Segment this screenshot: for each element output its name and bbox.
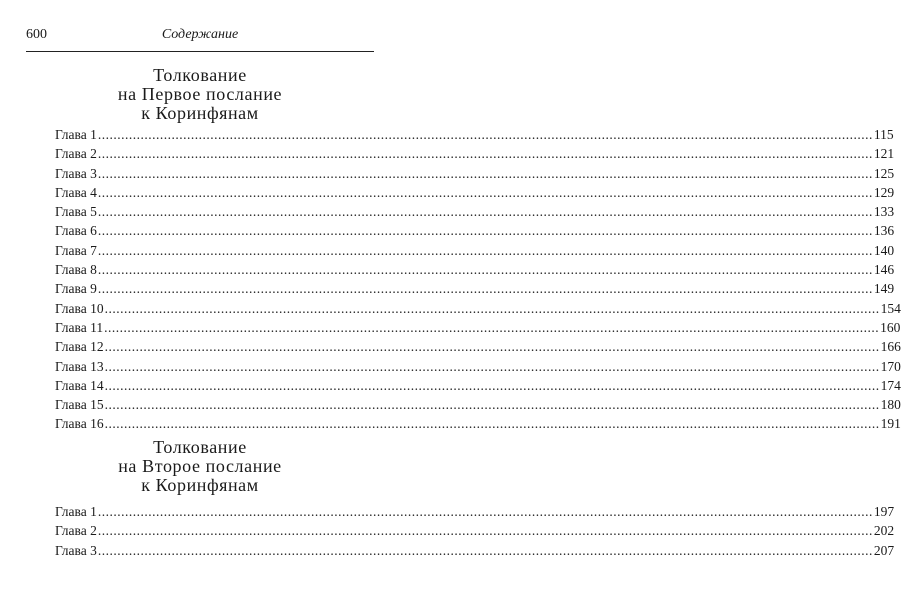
- dot-leader: ........................................................................................................................................................................................................: [104, 416, 880, 432]
- toc-entry-label: Глава 4: [55, 184, 97, 200]
- toc-entry-page: 197: [873, 504, 895, 519]
- toc-entry-page: 129: [873, 184, 895, 200]
- toc-entry-page: 136: [873, 223, 895, 239]
- section-title-first-corinthians: [26, 66, 374, 123]
- toc-entry-page: 170: [880, 358, 901, 374]
- toc-entry-label: Глава 10: [55, 300, 104, 316]
- toc-entry[interactable]: [55, 395, 901, 414]
- toc-entry-page: 154: [880, 300, 901, 316]
- section-title-second-corinthians: [26, 438, 374, 495]
- dot-leader: ........................................................................................................................................................................................................: [97, 262, 873, 278]
- toc-entry-label: Глава 1: [55, 504, 97, 519]
- toc-entry-label: Глава 2: [55, 523, 97, 539]
- section-title-line: на Первое послание: [117, 84, 283, 104]
- dot-leader: ........................................................................................................................................................................................................: [97, 542, 873, 558]
- dot-leader: ........................................................................................................................................................................................................: [104, 377, 880, 393]
- toc-entry-label: Глава 12: [55, 339, 104, 355]
- toc-entry-page: 140: [873, 242, 895, 258]
- toc-entry-page: 160: [880, 319, 901, 335]
- toc-entry[interactable]: [55, 279, 895, 298]
- toc-entry[interactable]: [55, 521, 895, 540]
- dot-leader: ........................................................................................................................................................................................................: [97, 146, 873, 162]
- toc-list-first-corinthians: [55, 125, 901, 434]
- toc-entry-page: 202: [873, 523, 895, 539]
- toc-entry-label: Глава 8: [55, 262, 97, 278]
- toc-entry-page: 166: [880, 339, 901, 355]
- toc-entry[interactable]: [55, 502, 895, 521]
- toc-entry[interactable]: [55, 260, 895, 279]
- dot-leader: ........................................................................................................................................................................................................: [97, 165, 873, 181]
- dot-leader: ........................................................................................................................................................................................................: [97, 184, 873, 200]
- dot-leader: ........................................................................................................................................................................................................: [97, 242, 873, 258]
- toc-entry[interactable]: [55, 241, 895, 260]
- toc-entry[interactable]: [55, 164, 895, 183]
- section-title-line: к Коринфянам: [141, 103, 259, 123]
- running-title: Содержание: [161, 27, 239, 42]
- toc-entry-page: 174: [880, 377, 901, 393]
- toc-entry-label: Глава 11: [55, 319, 104, 335]
- toc-entry[interactable]: [55, 318, 901, 337]
- section-title-line: Толкование: [153, 437, 247, 457]
- toc-entry-page: 146: [873, 262, 895, 278]
- dot-leader: ........................................................................................................................................................................................................: [97, 281, 873, 297]
- toc-entry-label: Глава 3: [55, 165, 97, 181]
- dot-leader: ........................................................................................................................................................................................................: [104, 319, 880, 335]
- toc-entry[interactable]: [55, 357, 901, 376]
- toc-entry[interactable]: [55, 183, 895, 202]
- section-title-line: к Коринфянам: [141, 475, 259, 495]
- toc-entry-label: Глава 16: [55, 416, 104, 432]
- dot-leader: ........................................................................................................................................................................................................: [97, 127, 873, 142]
- section-title-line: на Второе послание: [118, 456, 282, 476]
- dot-leader: ........................................................................................................................................................................................................: [97, 204, 873, 220]
- toc-entry-page: 191: [880, 416, 901, 432]
- toc-entry[interactable]: [55, 414, 901, 433]
- toc-entry[interactable]: [55, 299, 901, 318]
- toc-entry-label: Глава 14: [55, 377, 104, 393]
- dot-leader: ........................................................................................................................................................................................................: [104, 300, 880, 316]
- toc-entry-label: Глава 15: [55, 397, 104, 413]
- toc-entry-label: Глава 7: [55, 242, 97, 258]
- toc-entry-label: Глава 9: [55, 281, 97, 297]
- dot-leader: ........................................................................................................................................................................................................: [104, 339, 880, 355]
- toc-entry-label: Глава 3: [55, 542, 97, 558]
- toc-entry-label: Глава 13: [55, 358, 104, 374]
- toc-entry[interactable]: [55, 221, 895, 240]
- toc-entry[interactable]: [55, 376, 901, 395]
- toc-entry-page: 133: [873, 204, 895, 220]
- toc-entry-label: Глава 2: [55, 146, 97, 162]
- toc-entry-page: 180: [880, 397, 901, 413]
- toc-entry-label: Глава 1: [55, 127, 97, 142]
- toc-entry[interactable]: [55, 125, 894, 144]
- toc-entry[interactable]: [55, 144, 895, 163]
- section-title-line: Толкование: [153, 65, 247, 85]
- toc-entry-label: Глава 6: [55, 223, 97, 239]
- dot-leader: ........................................................................................................................................................................................................: [104, 397, 880, 413]
- toc-entry-page: 121: [873, 146, 895, 162]
- toc-entry-page: 149: [873, 281, 895, 297]
- dot-leader: ........................................................................................................................................................................................................: [97, 223, 873, 239]
- dot-leader: ........................................................................................................................................................................................................: [97, 523, 873, 539]
- toc-list-second-corinthians: [55, 502, 895, 560]
- toc-entry-label: Глава 5: [55, 204, 97, 220]
- page-number: 600: [26, 27, 47, 42]
- toc-entry[interactable]: [55, 541, 895, 560]
- dot-leader: ........................................................................................................................................................................................................: [97, 504, 873, 519]
- toc-entry-page: 207: [873, 542, 895, 558]
- toc-entry[interactable]: [55, 337, 901, 356]
- header-rule: [26, 51, 374, 52]
- toc-entry-page: 115: [873, 127, 894, 142]
- toc-entry[interactable]: [55, 202, 895, 221]
- toc-entry-page: 125: [873, 165, 895, 181]
- dot-leader: ........................................................................................................................................................................................................: [104, 358, 880, 374]
- running-header: [26, 27, 374, 49]
